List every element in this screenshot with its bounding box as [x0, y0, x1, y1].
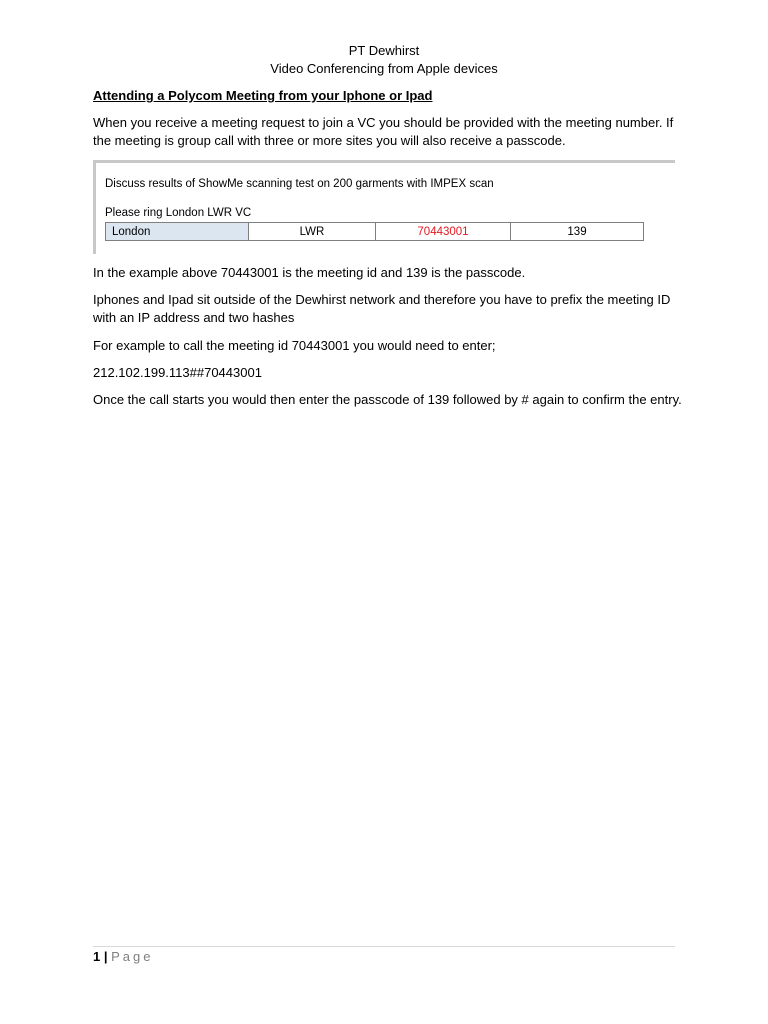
page-footer [93, 948, 154, 966]
paragraph-dial-instruction: For example to call the meeting id 70443001 you would need to enter; [93, 338, 496, 353]
passcode-cell: 139 [511, 223, 644, 241]
paragraph-example-explanation: In the example above 70443001 is the meeting id and 139 is the passcode. [93, 265, 526, 280]
table-row [106, 223, 644, 241]
header-title: Video Conferencing from Apple devices [270, 61, 498, 76]
header-company: PT Dewhirst [348, 43, 420, 58]
meeting-id-cell: 70443001 [376, 223, 511, 241]
paragraph-intro: When you receive a meeting request to join a VC you should be provided with the meeting number. If the meeting is group call with three or more sites you will also receive a passcode. [93, 115, 674, 148]
example-meeting-table [105, 222, 644, 241]
footer-separator: | [103, 949, 108, 964]
example-subject-line: Discuss results of ShowMe scanning test on 200 garments with IMPEX scan [105, 178, 494, 190]
dial-string: 212.102.199.113##70443001 [93, 365, 262, 380]
page-number: 1 [93, 949, 101, 964]
site-code-cell: LWR [249, 223, 376, 241]
footer-divider [93, 946, 675, 947]
site-cell: London [106, 223, 249, 241]
paragraph-passcode-instruction: Once the call starts you would then enter the passcode of 139 followed by # again to confirm the entry. [93, 392, 682, 407]
example-instruction-line: Please ring London LWR VC [105, 207, 252, 219]
page-label: Page [111, 949, 154, 964]
example-meeting-screenshot [93, 160, 675, 254]
section-heading: Attending a Polycom Meeting from your Iphone or Ipad [93, 88, 433, 103]
paragraph-network-note: Iphones and Ipad sit outside of the Dewhirst network and therefore you have to prefix the meeting ID with an IP address and two hashes [93, 292, 671, 325]
